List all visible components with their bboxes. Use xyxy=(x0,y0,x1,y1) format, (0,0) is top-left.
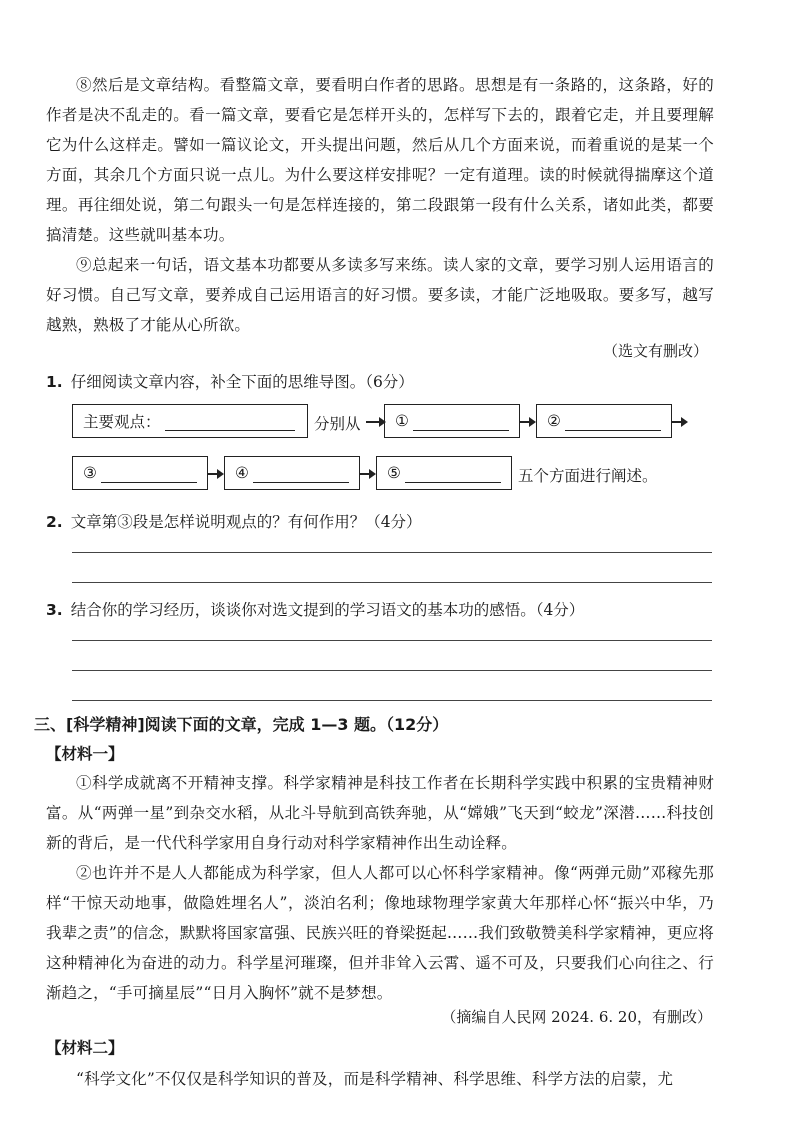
mindmap-box-2[interactable] xyxy=(536,404,672,438)
material-1-paragraph-1: ①科学成就离不开精神支撑。科学家精神是科技工作者在长期科学实践中积累的宝贵精神财富。从“两弹一星”到杂交水稻，从北斗导航到高铁奔驰，从“嫦娥”飞天到“蛟龙”深潜……科技创新的背后，是一代代科学家用自身行动对科学家精神作出生动诠释。 xyxy=(46,774,714,852)
answer-line[interactable] xyxy=(72,552,712,553)
question-1-text: 仔细阅读文章内容，补全下面的思维导图。（6分） xyxy=(70,373,414,391)
section-3-title: 三、[科学精神]阅读下面的文章，完成 1—3 题。（12分） xyxy=(34,715,449,734)
box-2-label: ② xyxy=(547,412,561,430)
paragraph-8: ⑧然后是文章结构。看整篇文章，要看明白作者的思路。思想是有一条路的，这条路，好的作者是决不乱走的。看一篇文章，要看它是怎样开头的，怎样写下去的，跟着它走，并且要理解它为什么这样走。譬如一篇议论文，开头提出问题，然后从几个方面来说，而着重说的是某一个方面，其余几个方面只说一点儿。为什么要这样安排呢？一定有道理。读的时候就得揣摩这个道理。再往细处说，第二句跟头一句是怎样连接的，第二段跟第一段有什么关系，诸如此类，都要搞清楚。这些就叫基本功。 xyxy=(46,76,714,244)
material-2-paragraph-1: “科学文化”不仅仅是科学知识的普及，而是科学精神、科学思维、科学方法的启蒙，尤 xyxy=(76,1070,674,1088)
box-5-blank[interactable] xyxy=(405,464,501,483)
main-viewpoint-label: 主要观点： xyxy=(83,413,161,431)
question-3 xyxy=(46,598,584,620)
material-1-source: （摘编自人民网 2024. 6. 20，有删改） xyxy=(441,1008,712,1026)
box-1-blank[interactable] xyxy=(413,412,509,431)
answer-line[interactable] xyxy=(72,582,712,583)
paragraph-9: ⑨总起来一句话，语文基本功都要从多读多写来练。读人家的文章，要学习别人运用语言的好习惯。自己写文章，要养成自己运用语言的好习惯。要多读，才能广泛地吸取。要多写，越写越熟，熟极了才能从心所欲。 xyxy=(46,256,714,334)
question-1 xyxy=(46,370,414,392)
arrow-icon xyxy=(520,421,530,423)
question-2-number: 2. xyxy=(46,513,63,531)
mindmap-main-box[interactable] xyxy=(72,404,308,438)
question-2 xyxy=(46,510,422,532)
box-3-label: ③ xyxy=(83,464,97,482)
material-1-paragraph-2: ②也许并不是人人都能成为科学家，但人人都可以心怀科学家精神。像“两弹元勋”邓稼先那样“干惊天动地事，做隐姓埋名人”，淡泊名利；像地球物理学家黄大年那样心怀“振兴中华，乃我辈之责”的信念，默默将国家富强、民族兴旺的脊梁挺起……我们致敬赞美科学家精神，更应将这种精神化为奋进的动力。科学星河璀璨，但并非耸入云霄、遥不可及，只要我们心向往之、行渐趋之，“手可摘星辰”“日月入胸怀”就不是梦想。 xyxy=(46,864,714,1002)
arrow-icon xyxy=(366,421,380,423)
arrow-icon xyxy=(360,473,370,475)
material-2-label: 【材料二】 xyxy=(46,1039,124,1057)
mindmap-tail-text: 五个方面进行阐述。 xyxy=(518,467,658,485)
box-5-label: ⑤ xyxy=(387,464,401,482)
box-3-blank[interactable] xyxy=(101,464,197,483)
material-1-label: 【材料一】 xyxy=(46,745,124,763)
mindmap-box-1[interactable] xyxy=(384,404,520,438)
question-1-number: 1. xyxy=(46,373,63,391)
arrow-icon xyxy=(672,421,682,423)
mindmap-box-4[interactable] xyxy=(224,456,360,490)
answer-line[interactable] xyxy=(72,670,712,671)
arrow-icon xyxy=(208,473,218,475)
answer-line[interactable] xyxy=(72,700,712,701)
question-2-text: 文章第③段是怎样说明观点的？有何作用？（4分） xyxy=(70,513,422,531)
box-2-blank[interactable] xyxy=(565,412,661,431)
source-note: （选文有删改） xyxy=(602,342,708,360)
mindmap-box-3[interactable] xyxy=(72,456,208,490)
question-3-number: 3. xyxy=(46,601,63,619)
box-4-blank[interactable] xyxy=(253,464,349,483)
answer-line[interactable] xyxy=(72,640,712,641)
from-label: 分别从 xyxy=(314,415,361,433)
box-4-label: ④ xyxy=(235,464,249,482)
box-1-label: ① xyxy=(395,412,409,430)
mindmap-box-5[interactable] xyxy=(376,456,512,490)
main-viewpoint-blank[interactable] xyxy=(165,412,295,431)
question-3-text: 结合你的学习经历，谈谈你对选文提到的学习语文的基本功的感悟。（4分） xyxy=(70,601,585,619)
